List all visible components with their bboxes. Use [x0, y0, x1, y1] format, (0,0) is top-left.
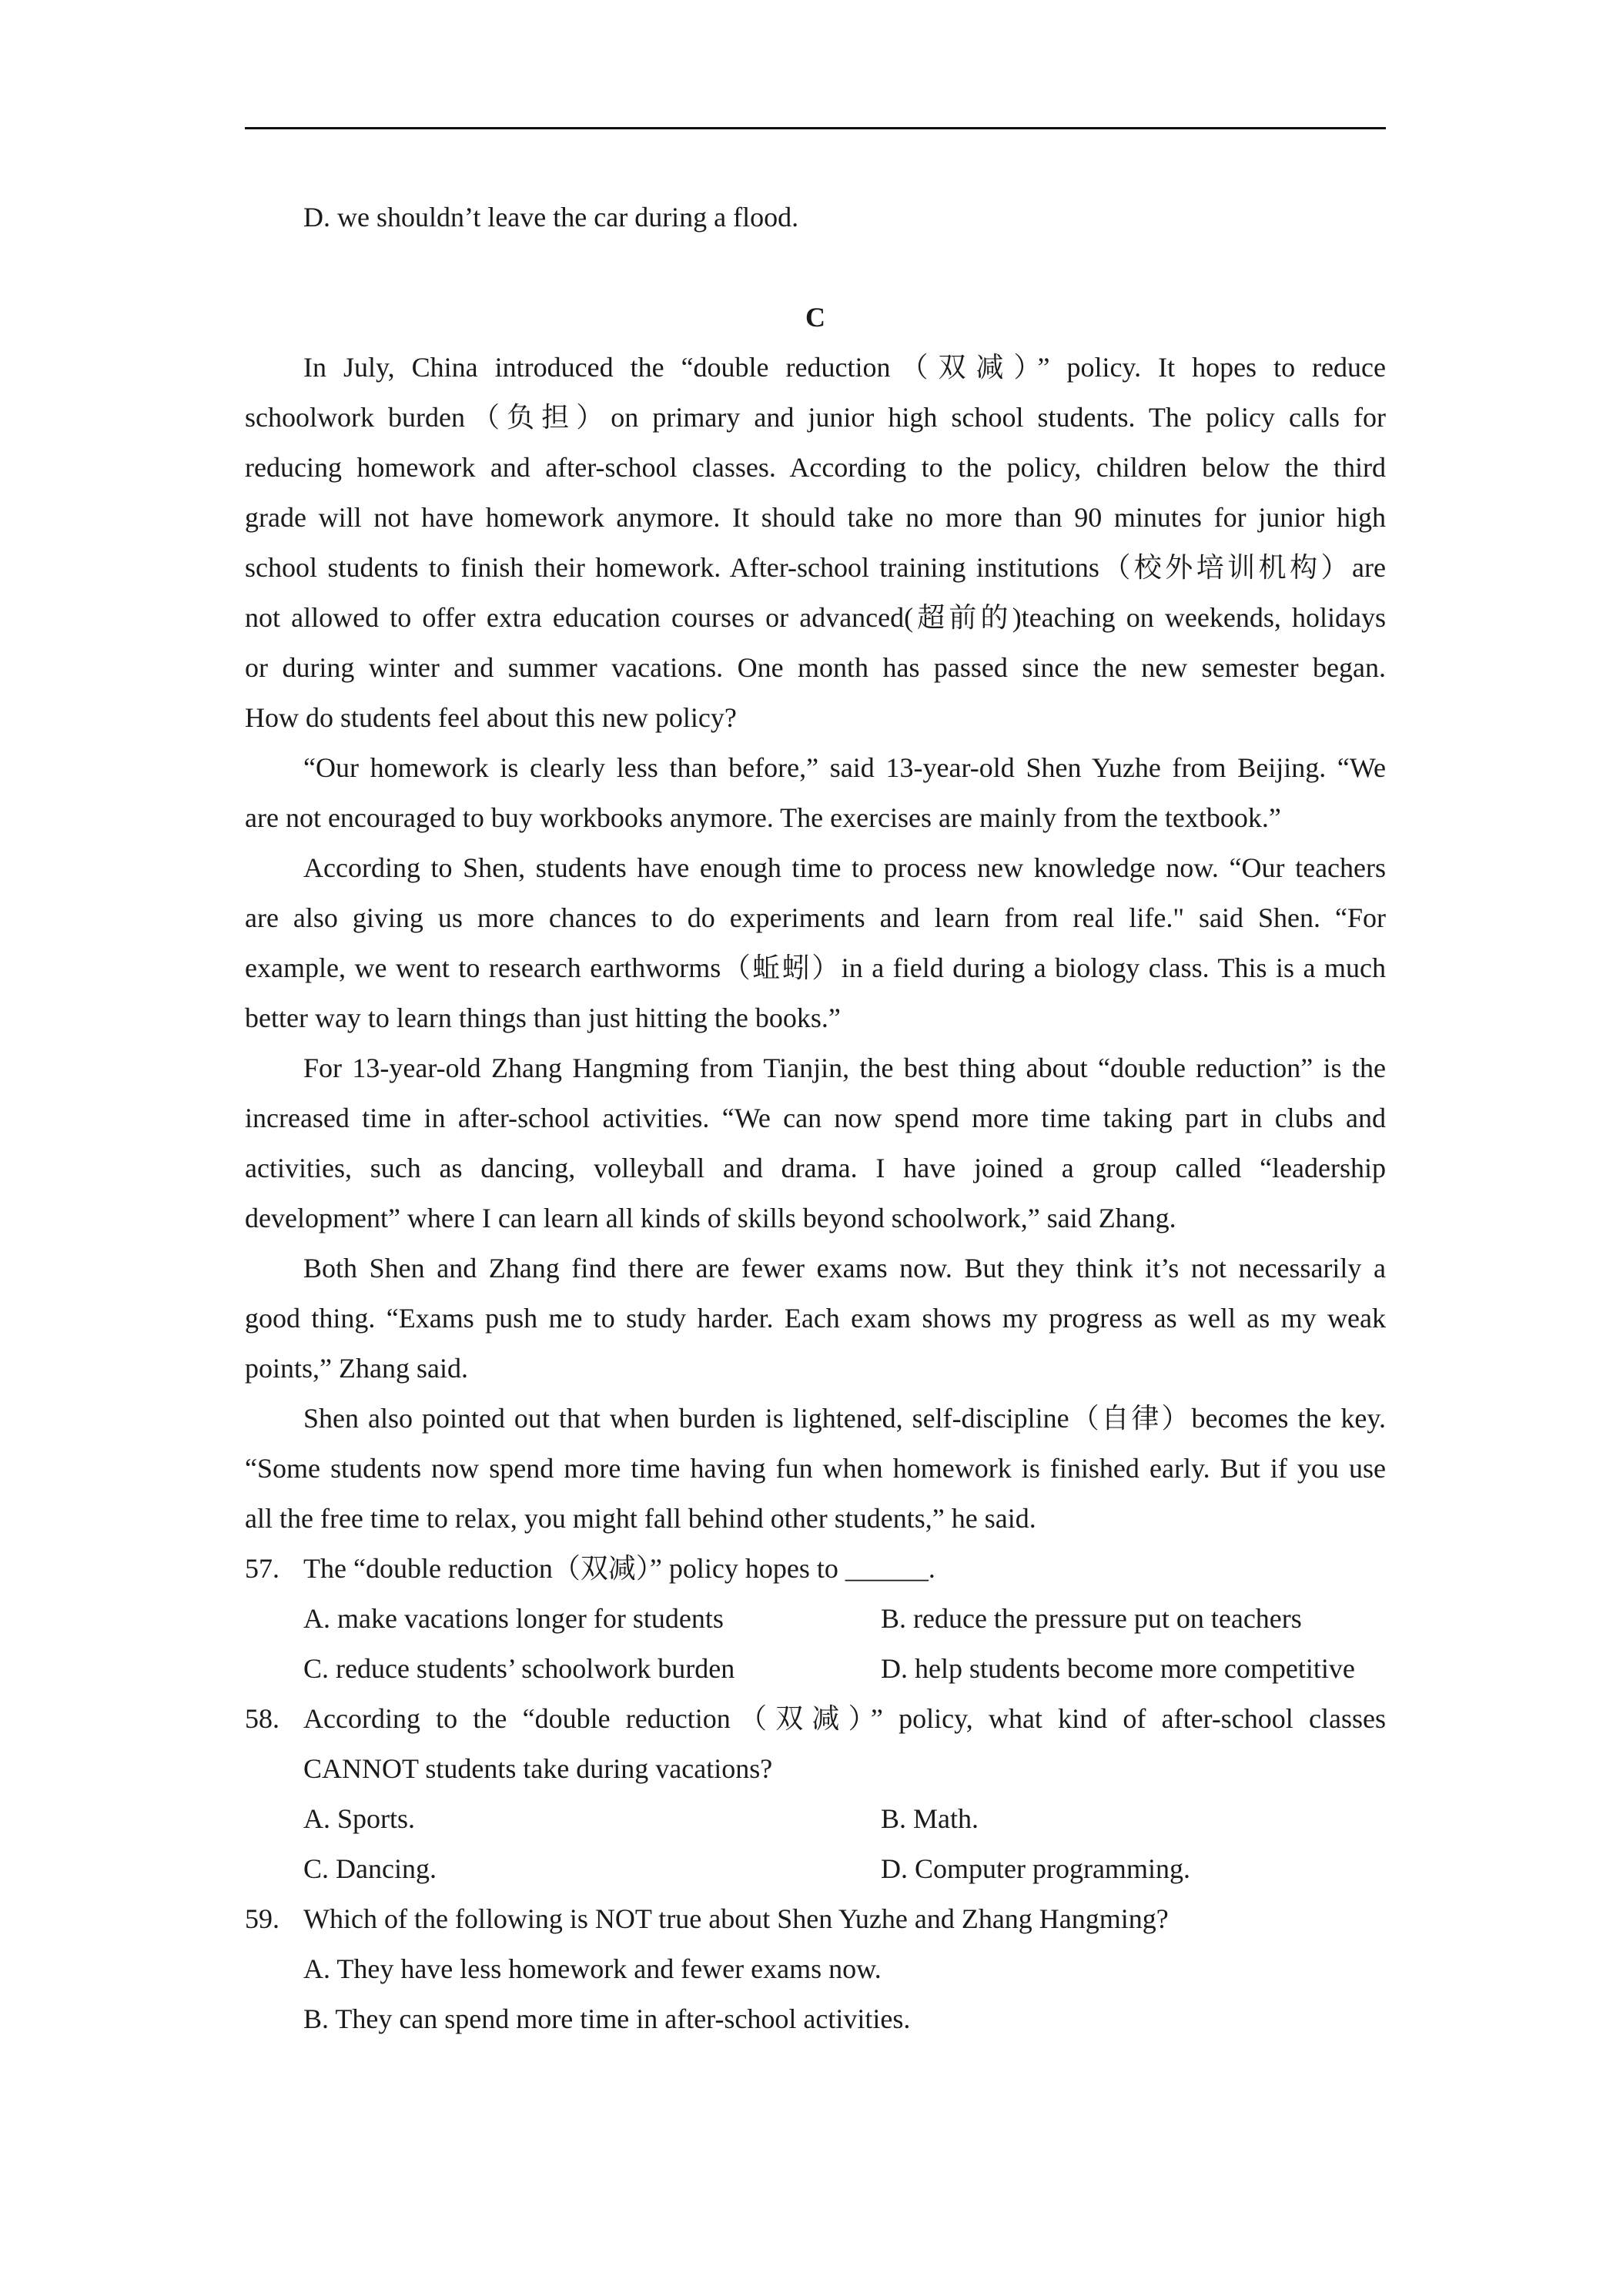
question-number: 59.: [245, 1903, 279, 1934]
passage-line: schoolwork burden（负担）on primary and junior high school students. The policy calls for: [245, 402, 1386, 433]
previous-question-option-d: D. we shouldn’t leave the car during a flood.: [303, 202, 799, 233]
option-row: [245, 1994, 1386, 2044]
passage-line: good thing. “Exams push me to study harder. Each exam shows my progress as well as my weak: [245, 1303, 1386, 1334]
section-heading: C: [805, 302, 825, 333]
passage-line: are not encouraged to buy workbooks anymore. The exercises are mainly from the textbook.”: [245, 802, 1281, 833]
question-number: 57.: [245, 1553, 279, 1584]
passage-line: In July, China introduced the “double reduction（双减）” policy. It hopes to reduce: [303, 352, 1386, 383]
passage-line: According to Shen, students have enough time to process new knowledge now. “Our teachers: [303, 852, 1386, 883]
question-list: [245, 1544, 1386, 2044]
question-stem-line: [245, 1544, 1386, 1594]
answer-option[interactable]: C. reduce students’ schoolwork burden: [303, 1653, 735, 1684]
passage-line: Shen also pointed out that when burden is lightened, self-discipline（自律）becomes the key.: [303, 1403, 1386, 1434]
spacer: [245, 243, 1386, 293]
passage-line: Both Shen and Zhang find there are fewer exams now. But they think it’s not necessarily a: [303, 1253, 1386, 1284]
option-row: [245, 1594, 1386, 1644]
passage-line: development” where I can learn all kinds of skills beyond schoolwork,” said Zhang.: [245, 1203, 1176, 1233]
passage-line: not allowed to offer extra education courses or advanced(超前的)teaching on weekends, holidays: [245, 602, 1386, 633]
passage-line: activities, such as dancing, volleyball and drama. I have joined a group called “leadership: [245, 1153, 1386, 1183]
answer-option[interactable]: B. reduce the pressure put on teachers: [881, 1603, 1302, 1634]
option-row: [245, 1794, 1386, 1844]
passage-line: “Our homework is clearly less than before,” said 13-year-old Shen Yuzhe from Beijing. “We: [303, 752, 1386, 783]
passage-line: reducing homework and after-school classes. According to the policy, children below the third: [245, 452, 1386, 483]
question-number: 58.: [245, 1703, 279, 1734]
answer-option[interactable]: D. help students become more competitive: [881, 1653, 1355, 1684]
passage-line: example, we went to research earthworms（蚯蚓）in a field during a biology class. This is a much: [245, 952, 1386, 983]
question-stem-text: CANNOT students take during vacations?: [303, 1753, 773, 1784]
reading-passage: [245, 343, 1386, 1544]
answer-option[interactable]: A. make vacations longer for students: [303, 1603, 724, 1634]
option-row: [245, 1644, 1386, 1694]
question-stem-text: According to the “double reduction（双减）” policy, what kind of after-school classes: [303, 1703, 1386, 1734]
question-stem-text: The “double reduction（双减）” policy hopes to ______.: [303, 1553, 935, 1584]
passage-line: increased time in after-school activities. “We can now spend more time taking part in clubs and: [245, 1103, 1386, 1133]
passage-line: better way to learn things than just hitting the books.”: [245, 1002, 841, 1033]
answer-option[interactable]: B. They can spend more time in after-school activities.: [303, 2003, 911, 2034]
passage-line: all the free time to relax, you might fall behind other students,” he said.: [245, 1503, 1036, 1534]
question-stem-text: Which of the following is NOT true about Shen Yuzhe and Zhang Hangming?: [303, 1903, 1169, 1934]
passage-line: or during winter and summer vacations. One month has passed since the new semester began.: [245, 652, 1386, 683]
question-58: [245, 1694, 1386, 1894]
exam-page: [245, 192, 1386, 2044]
question-stem-line: [245, 1694, 1386, 1744]
question-stem-line: [245, 1744, 1386, 1794]
answer-option[interactable]: A. They have less homework and fewer exams now.: [303, 1953, 882, 1984]
answer-option[interactable]: A. Sports.: [303, 1803, 416, 1834]
question-59: [245, 1894, 1386, 2044]
header-rule: [245, 127, 1386, 129]
passage-line: points,” Zhang said.: [245, 1353, 468, 1384]
answer-option[interactable]: D. Computer programming.: [881, 1853, 1190, 1884]
answer-option[interactable]: C. Dancing.: [303, 1853, 437, 1884]
option-row: [245, 1844, 1386, 1894]
passage-line: For 13-year-old Zhang Hangming from Tianjin, the best thing about “double reduction” is the: [303, 1053, 1386, 1083]
passage-line: are also giving us more chances to do experiments and learn from real life." said Shen. “For: [245, 902, 1386, 933]
passage-line: How do students feel about this new policy?: [245, 702, 737, 733]
passage-line: “Some students now spend more time having fun when homework is finished early. But if you use: [245, 1453, 1386, 1484]
answer-option[interactable]: B. Math.: [881, 1803, 979, 1834]
question-stem-line: [245, 1894, 1386, 1944]
option-row: [245, 1944, 1386, 1994]
question-57: [245, 1544, 1386, 1694]
passage-line: school students to finish their homework. After-school training institutions（校外培训机构）are: [245, 552, 1386, 583]
passage-line: grade will not have homework anymore. It should take no more than 90 minutes for junior high: [245, 502, 1386, 533]
